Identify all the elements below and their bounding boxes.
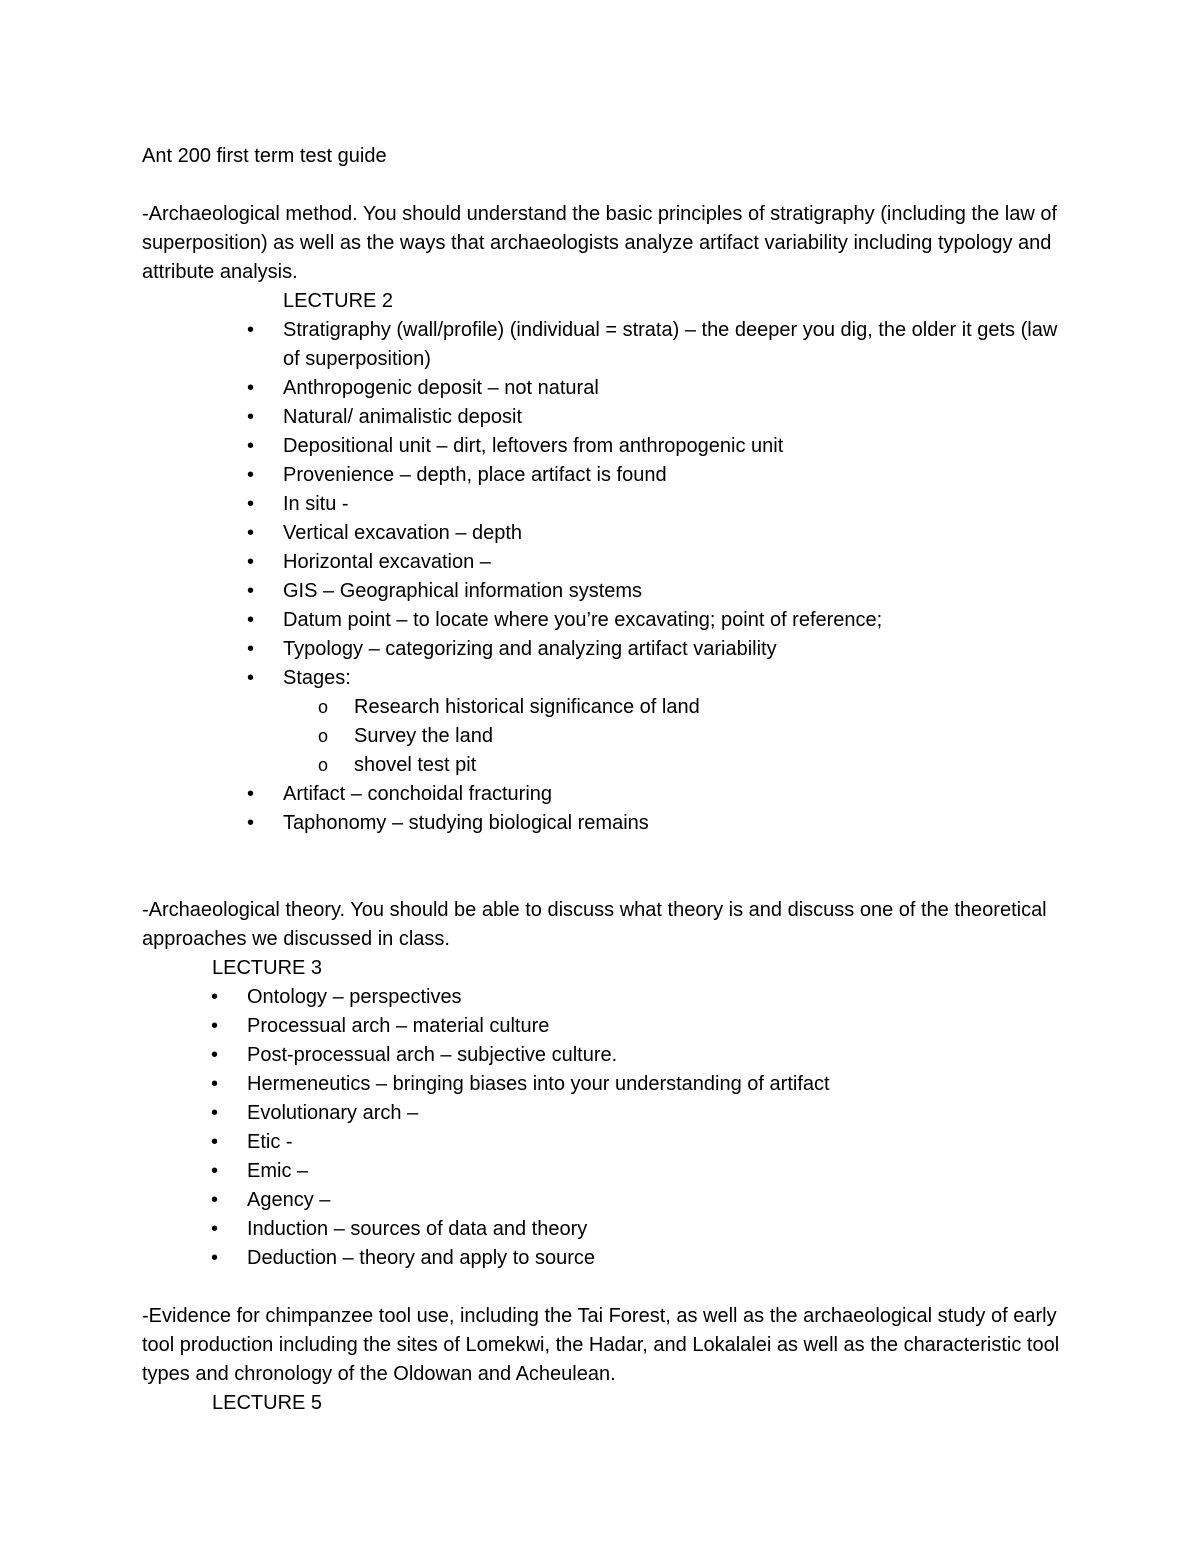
list-item [247, 577, 1062, 606]
list-item-text: Etic - [247, 1131, 293, 1153]
spacer [142, 838, 1062, 896]
list-item [211, 1244, 1062, 1273]
list-item [247, 780, 1062, 809]
list-item-text: Post-processual arch – subjective culture. [247, 1044, 618, 1066]
bullet-icon: • [247, 435, 255, 457]
section-2-list [211, 983, 1062, 1273]
section-1-intro: -Archaeological method. You should understand the basic principles of stratigraphy (including the law of superposition) as well as the ways that archaeologists analyze artifact variability including typology and attribute analysis. [142, 203, 1057, 283]
section-2-lecture-heading: LECTURE 3 [212, 957, 323, 979]
bullet-icon: • [247, 377, 255, 399]
bullet-icon: o [318, 755, 329, 775]
bullet-icon: • [211, 1189, 219, 1211]
list-item-text: Research historical significance of land [354, 696, 700, 718]
list-item [211, 1215, 1062, 1244]
stages-sublist [318, 693, 1062, 780]
spacer [142, 171, 1062, 200]
list-item [247, 490, 1062, 519]
bullet-icon: • [211, 1131, 219, 1153]
list-item-text: GIS – Geographical information systems [283, 580, 643, 602]
list-item-text: Datum point – to locate where you’re excavating; point of reference; [283, 609, 883, 631]
bullet-icon: • [247, 580, 255, 602]
list-item [247, 374, 1062, 403]
bullet-icon: • [247, 464, 255, 486]
list-item [247, 606, 1062, 635]
list-item [318, 751, 1062, 780]
list-item-text: Agency – [247, 1189, 331, 1211]
list-item [211, 983, 1062, 1012]
list-item-text: Survey the land [354, 725, 493, 747]
list-item [318, 693, 1062, 722]
list-item-text: Depositional unit – dirt, leftovers from anthropogenic unit [283, 435, 784, 457]
list-item-text: Anthropogenic deposit – not natural [283, 377, 599, 399]
bullet-icon: • [247, 638, 255, 660]
document-title: Ant 200 first term test guide [142, 145, 387, 167]
list-item-text: shovel test pit [354, 754, 477, 776]
bullet-icon: • [247, 319, 255, 341]
list-item-text: Deduction – theory and apply to source [247, 1247, 595, 1269]
bullet-icon: • [247, 406, 255, 428]
list-item [211, 1186, 1062, 1215]
list-item [211, 1070, 1062, 1099]
list-item [211, 1012, 1062, 1041]
list-item-text: Provenience – depth, place artifact is found [283, 464, 667, 486]
bullet-icon: • [211, 1073, 219, 1095]
spacer [142, 1273, 1062, 1302]
list-item [247, 461, 1062, 490]
bullet-icon: o [318, 697, 329, 717]
bullet-icon: • [211, 1102, 219, 1124]
bullet-icon: • [247, 783, 255, 805]
section-1-lecture-heading: LECTURE 2 [283, 290, 394, 312]
bullet-icon: • [247, 522, 255, 544]
bullet-icon: • [211, 1015, 219, 1037]
list-item [247, 432, 1062, 461]
list-item-text: Ontology – perspectives [247, 986, 462, 1008]
list-item-text: Induction – sources of data and theory [247, 1218, 588, 1240]
stages-sublist-container [283, 693, 1062, 780]
list-item [211, 1099, 1062, 1128]
list-item [318, 722, 1062, 751]
list-item [247, 403, 1062, 432]
document-body [142, 142, 1062, 1418]
list-item [211, 1041, 1062, 1070]
section-2-intro: -Archaeological theory. You should be able to discuss what theory is and discuss one of the theoretical approaches we discussed in class. [142, 899, 1047, 950]
list-item-text: Typology – categorizing and analyzing artifact variability [283, 638, 777, 660]
list-item-text: Natural/ animalistic deposit [283, 406, 522, 428]
list-item-text: Artifact – conchoidal fracturing [283, 783, 553, 805]
list-item [247, 519, 1062, 548]
section-3-lecture-heading: LECTURE 5 [212, 1392, 323, 1414]
list-item-text: Hermeneutics – bringing biases into your understanding of artifact [247, 1073, 830, 1095]
bullet-icon: • [247, 812, 255, 834]
list-item [211, 1128, 1062, 1157]
list-item [247, 809, 1062, 838]
bullet-icon: • [247, 609, 255, 631]
section-1-list [247, 316, 1062, 838]
list-item-text: Horizontal excavation – [283, 551, 491, 573]
list-item-text: Emic – [247, 1160, 309, 1182]
list-item [211, 1157, 1062, 1186]
list-item [247, 316, 1062, 374]
list-item [247, 664, 1062, 693]
list-item-text: Stratigraphy (wall/profile) (individual = strata) – the deeper you dig, the older it gets (law of superposition) [283, 319, 1058, 370]
list-item-text: In situ - [283, 493, 349, 515]
bullet-icon: • [211, 1160, 219, 1182]
section-3-intro: -Evidence for chimpanzee tool use, including the Tai Forest, as well as the archaeological study of early tool production including the sites of Lomekwi, the Hadar, and Lokalalei as well as the characteristic tool types and chronology of the Oldowan and Acheulean. [142, 1305, 1060, 1385]
list-item-text: Processual arch – material culture [247, 1015, 550, 1037]
bullet-icon: • [247, 667, 255, 689]
bullet-icon: • [211, 1247, 219, 1269]
list-item-text: Taphonomy – studying biological remains [283, 812, 649, 834]
list-item [247, 635, 1062, 664]
bullet-icon: • [247, 551, 255, 573]
bullet-icon: • [247, 493, 255, 515]
list-item-text: Evolutionary arch – [247, 1102, 419, 1124]
list-item [247, 548, 1062, 577]
bullet-icon: • [211, 986, 219, 1008]
bullet-icon: • [211, 1044, 219, 1066]
list-item-text: Stages: [283, 667, 351, 689]
bullet-icon: o [318, 726, 329, 746]
bullet-icon: • [211, 1218, 219, 1240]
list-item-text: Vertical excavation – depth [283, 522, 523, 544]
